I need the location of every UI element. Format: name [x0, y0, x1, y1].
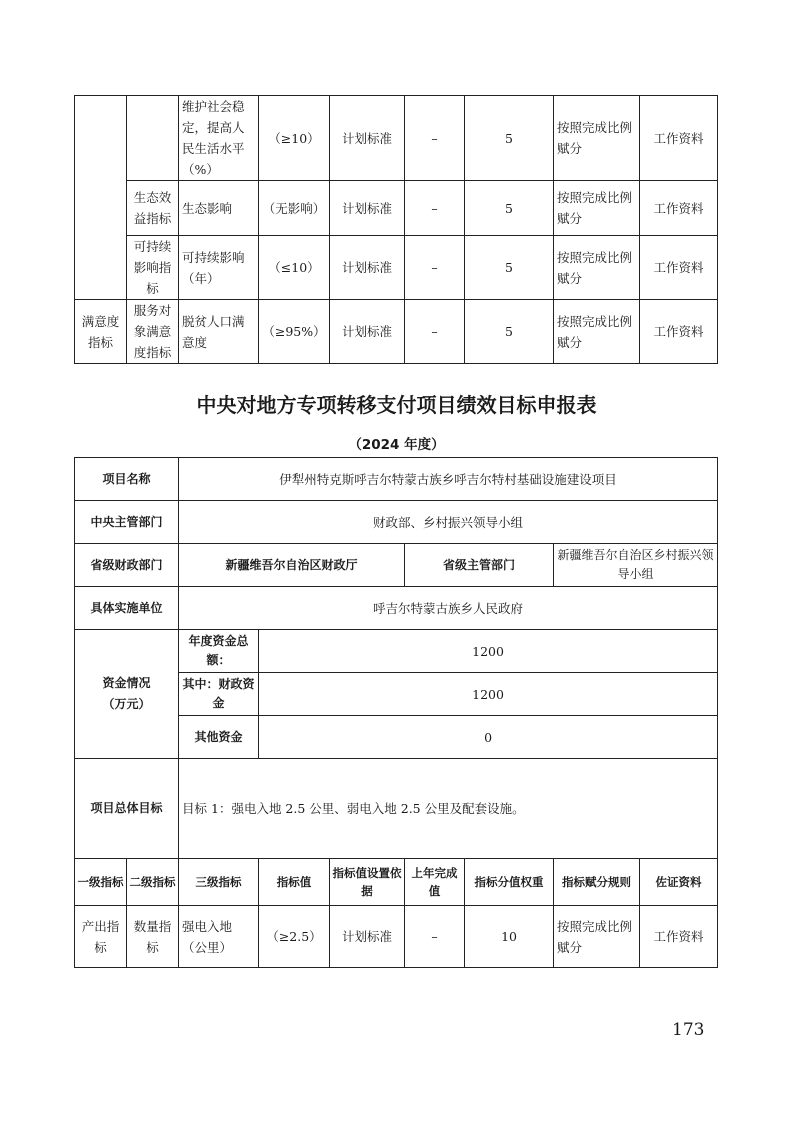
- rule-cell: 按照完成比例赋分: [554, 181, 640, 236]
- form-row-goal: [75, 759, 718, 859]
- form-row-annual-total: [75, 630, 718, 673]
- header-level2: 二级指标: [127, 859, 179, 906]
- page-title: 中央对地方专项转移支付项目绩效目标申报表: [196, 393, 597, 417]
- funds-label: [75, 630, 179, 759]
- table-row: [75, 906, 718, 968]
- rule-cell: 按照完成比例赋分: [554, 300, 640, 364]
- basis-cell: 计划标准: [330, 96, 405, 181]
- level1-cell: 产出指标: [75, 906, 127, 968]
- indicator-table-continued: [74, 95, 718, 364]
- fiscal-value: 1200: [259, 673, 718, 716]
- central-dept-value: 财政部、乡村振兴领导小组: [179, 501, 718, 544]
- evidence-cell: 工作资料: [640, 236, 718, 300]
- project-name-label: 项目名称: [75, 458, 179, 501]
- header-level3: 三级指标: [179, 859, 259, 906]
- last-year-cell: –: [405, 300, 465, 364]
- level2-cell: [127, 96, 179, 181]
- impl-unit-label: 具体实施单位: [75, 587, 179, 630]
- header-evidence: 佐证资料: [640, 859, 718, 906]
- basis-cell: 计划标准: [330, 906, 405, 968]
- prov-finance-label: 省级财政部门: [75, 544, 179, 587]
- last-year-cell: –: [405, 906, 465, 968]
- level3-cell: 生态影响: [179, 181, 259, 236]
- table-row: [75, 300, 718, 364]
- level2-cell: 数量指标: [127, 906, 179, 968]
- indicator-header-row: [75, 859, 718, 906]
- weight-cell: 5: [465, 236, 554, 300]
- last-year-cell: –: [405, 96, 465, 181]
- other-funds-label: 其他资金: [179, 716, 259, 759]
- form-row-central-dept: [75, 501, 718, 544]
- page-number: 173: [672, 1020, 705, 1040]
- impl-unit-value: 呼吉尔特蒙古族乡人民政府: [179, 587, 718, 630]
- table-row: [75, 181, 718, 236]
- goal-value: 目标 1：强电入地 2.5 公里、弱电入地 2.5 公里及配套设施。: [179, 759, 718, 859]
- last-year-cell: –: [405, 181, 465, 236]
- funds-label-line1: 资金情况: [102, 676, 151, 690]
- level3-cell: 可持续影响（年）: [179, 236, 259, 300]
- evidence-cell: 工作资料: [640, 300, 718, 364]
- other-funds-value: 0: [259, 716, 718, 759]
- prov-dept-label: 省级主管部门: [405, 544, 554, 587]
- last-year-cell: –: [405, 236, 465, 300]
- header-value: 指标值: [259, 859, 330, 906]
- project-name-value: 伊犁州特克斯呼吉尔特蒙古族乡呼吉尔特村基础设施建设项目: [179, 458, 718, 501]
- header-last-year: 上年完成值: [405, 859, 465, 906]
- prov-finance-value: 新疆维吾尔自治区财政厅: [179, 544, 405, 587]
- funds-label-line2: （万元）: [102, 697, 151, 711]
- annual-total-value: 1200: [259, 630, 718, 673]
- level1-cell: 满意度指标: [75, 300, 127, 364]
- performance-goal-form: [74, 457, 718, 968]
- fiscal-label: 其中：财政资金: [179, 673, 259, 716]
- rule-cell: 按照完成比例赋分: [554, 96, 640, 181]
- level2-cell: 生态效益指标: [127, 181, 179, 236]
- weight-cell: 10: [465, 906, 554, 968]
- annual-total-label: 年度资金总额：: [179, 630, 259, 673]
- weight-cell: 5: [465, 300, 554, 364]
- level3-cell: 脱贫人口满意度: [179, 300, 259, 364]
- basis-cell: 计划标准: [330, 300, 405, 364]
- evidence-cell: 工作资料: [640, 96, 718, 181]
- form-row-impl-unit: [75, 587, 718, 630]
- value-cell: （≥2.5）: [259, 906, 330, 968]
- weight-cell: 5: [465, 181, 554, 236]
- page-subtitle: （2024 年度）: [348, 437, 445, 453]
- basis-cell: 计划标准: [330, 236, 405, 300]
- goal-label: 项目总体目标: [75, 759, 179, 859]
- basis-cell: 计划标准: [330, 181, 405, 236]
- value-cell: （≥95%）: [259, 300, 330, 364]
- form-row-provincial: [75, 544, 718, 587]
- value-cell: （≤10）: [259, 236, 330, 300]
- rule-cell: 按照完成比例赋分: [554, 906, 640, 968]
- header-level1: 一级指标: [75, 859, 127, 906]
- central-dept-label: 中央主管部门: [75, 501, 179, 544]
- table-row: [75, 96, 718, 181]
- header-basis: 指标值设置依据: [330, 859, 405, 906]
- value-cell: （无影响）: [259, 181, 330, 236]
- table-row: [75, 236, 718, 300]
- header-rule: 指标赋分规则: [554, 859, 640, 906]
- form-row-project-name: [75, 458, 718, 501]
- level3-cell: 强电入地（公里）: [179, 906, 259, 968]
- level2-cell: 可持续影响指标: [127, 236, 179, 300]
- weight-cell: 5: [465, 96, 554, 181]
- evidence-cell: 工作资料: [640, 181, 718, 236]
- level3-cell: 维护社会稳定，提高人民生活水平（%）: [179, 96, 259, 181]
- level2-cell: 服务对象满意度指标: [127, 300, 179, 364]
- evidence-cell: 工作资料: [640, 906, 718, 968]
- rule-cell: 按照完成比例赋分: [554, 236, 640, 300]
- value-cell: （≥10）: [259, 96, 330, 181]
- level1-cell: [75, 96, 127, 300]
- prov-dept-value: 新疆维吾尔自治区乡村振兴领导小组: [554, 544, 718, 587]
- header-weight: 指标分值权重: [465, 859, 554, 906]
